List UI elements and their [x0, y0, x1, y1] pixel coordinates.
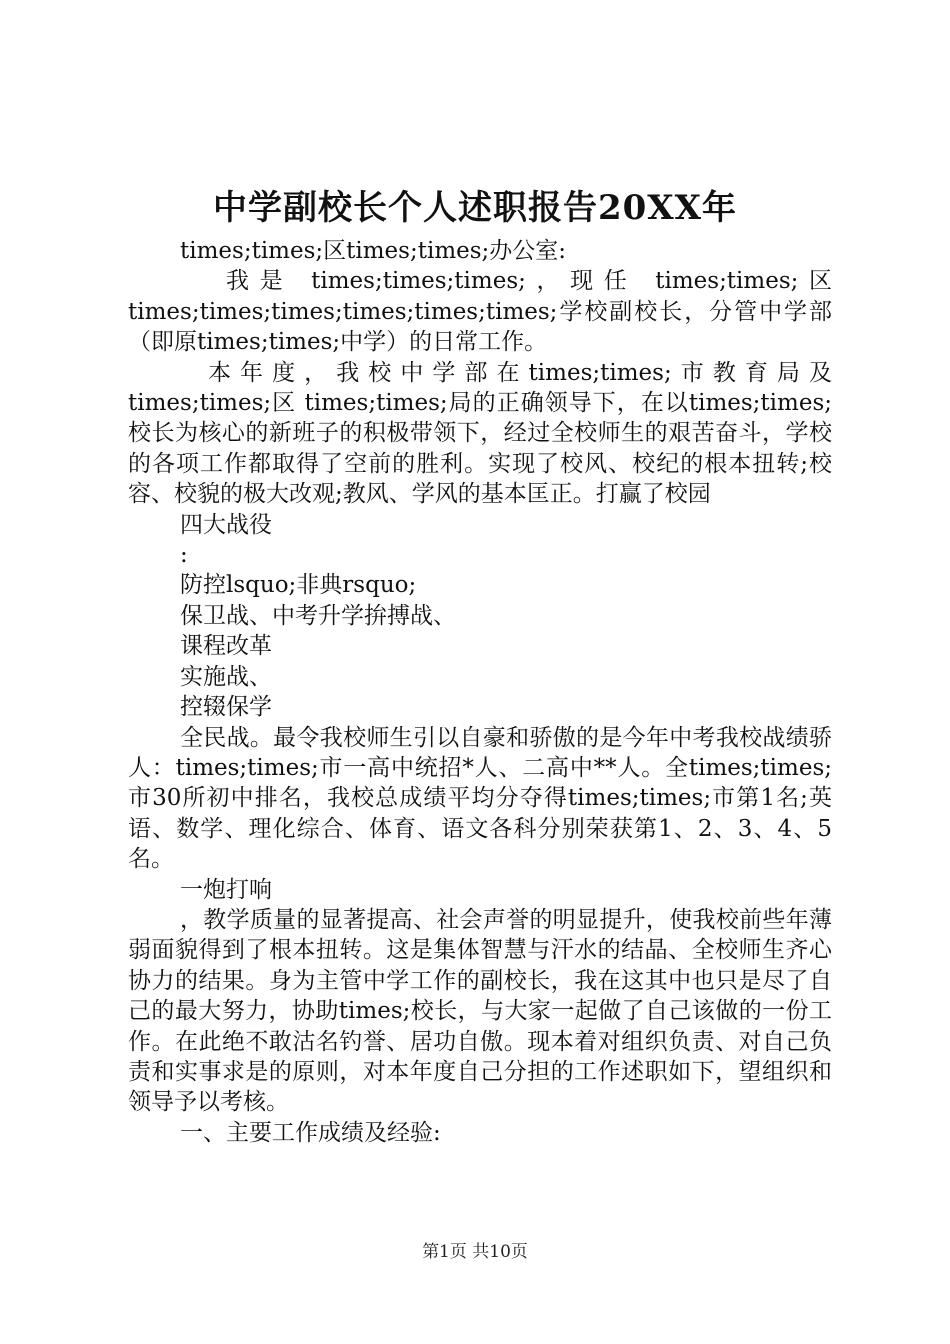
paragraph-reflection: ，教学质量的显著提高、社会声誉的明显提升，使我校前些年薄弱面貌得到了根本扭转。这是集体智慧与汗水的结晶、全校师生齐心协力的结果。身为主管中学工作的副校长，我在这其中也只是尽了自己的最大努力，协助times;校长，与大家一起做了自己该做的一份工作。在此绝不敢沽名钓誉、居功自傲。现本着对组织负责、对自己负责和实事求是的原则，对本年度自己分担的工作述职如下，望组织和领导予以考核。 [128, 906, 832, 1116]
paragraph-intro: 我是 times;times;times;，现任 times;times;区times;times;times;times;times;times;学校副校长，分管中学部（即原times;times;中学）的日常工作。 [128, 268, 832, 356]
document-body [128, 236, 832, 1148]
line-defense-exam: 保卫战、中考升学拚搏战、 [180, 602, 456, 629]
document-title: 中学副校长个人述职报告20XX年 [212, 188, 738, 228]
paragraph-exam-results: 全民战。最令我校师生引以自豪和骄傲的是今年中考我校战绩骄人：times;times;市一高中统招*人、二高中**人。全times;times;市30所初中排名，我校总成绩平均分夺得times;times;市第1名;英语、数学、理化综合、体育、语文各科分别荣获第1、2、3、4、5名。 [128, 724, 832, 873]
line-sars-prevention: 防控lsquo;非典rsquo; [180, 572, 417, 599]
line-curriculum-reform: 课程改革 [180, 633, 272, 660]
line-four-campaigns: 四大战役 [180, 511, 272, 538]
line-dropout-control: 控辍保学 [180, 694, 272, 721]
line-first-success: 一炮打响 [180, 876, 272, 903]
paragraph-salutation: times;times;区times;times;办公室: [180, 238, 567, 264]
line-implementation: 实施战、 [180, 663, 272, 690]
section-heading-1: 一、主要工作成绩及经验: [180, 1119, 441, 1146]
page-footer: 第1页 共10页 [422, 1242, 528, 1262]
paragraph-achievements: 本年度，我校中学部在times;times;市教育局及times;times;区 times;times;局的正确领导下，在以times;times;校长为核心的新班子的积极带领下，经过全校师生的艰苦奋斗，学校的各项工作都取得了空前的胜利。实现了校风、校纪的根本扭转;校容、校貌的极大改观;教风、学风的基本匡正。打赢了校园 [128, 359, 832, 508]
line-colon: : [180, 542, 188, 569]
